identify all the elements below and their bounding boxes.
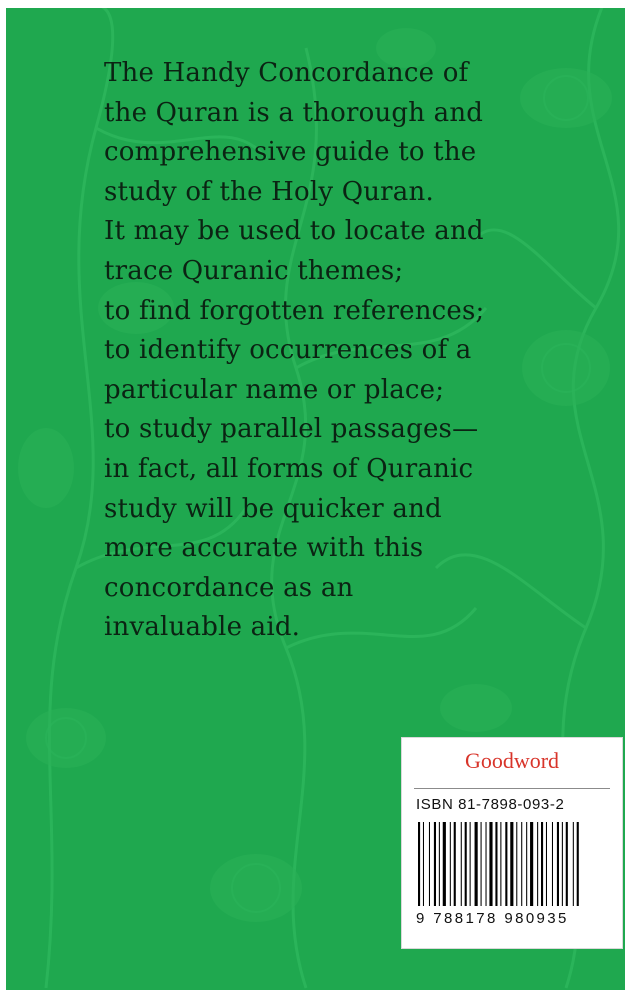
barcode-bar [450,822,451,906]
barcode-bar [461,822,462,906]
blurb-line: trace Quranic themes; [104,255,404,286]
barcode-bar [470,822,471,906]
isbn-barcode-label [401,737,623,949]
blurb-line: study of the Holy Quran. [104,176,434,207]
barcode-bar [423,822,424,906]
barcode-bar [486,822,487,906]
barcode-bar [454,822,456,906]
blurb-line: It may be used to locate and [104,216,484,247]
barcode-bar [495,822,497,906]
blurb-line: particular name or place; [104,374,445,405]
blurb-line: The Handy Concordance of [104,58,469,88]
barcode-bar [481,822,482,906]
barcode-bar [552,822,553,906]
barcode-bar [546,822,547,906]
blurb-line: in fact, all forms of Quranic [104,453,474,484]
barcode-bar [557,822,559,906]
barcode-bar [429,822,430,906]
book-back-cover [6,8,625,990]
blurb-line: the Quran is a thorough and [104,97,484,128]
barcode-bar [475,822,478,906]
publisher-name: Goodword [464,748,560,773]
blurb-line: study will be quicker and [104,493,442,524]
barcode-bar [443,822,446,906]
blurb-line: to study parallel passages— [104,414,479,445]
label-divider [414,788,610,789]
blurb-line: more accurate with this [104,533,424,564]
barcode-bar [516,822,517,906]
barcode-image [418,822,608,906]
barcode-bar [573,822,574,906]
blurb-text [104,54,524,648]
barcode-bar [500,822,501,906]
barcode-bar [537,822,538,906]
isbn-number: ISBN 81-7898-093-2 [416,796,565,813]
blurb-line: to find forgotten references; [104,295,485,326]
barcode-bar [465,822,467,906]
barcode-bar [418,822,420,906]
barcode-bar [566,822,568,906]
barcode-bar [489,822,492,906]
barcode-bar [577,822,579,906]
blurb-line: concordance as an [104,572,354,603]
barcode-bar [510,822,513,906]
barcode-bar [526,822,527,906]
ean-number: 9 788178 980935 [416,910,569,927]
barcode-bar [541,822,543,906]
barcode-bar [439,822,440,906]
barcode-bar [562,822,563,906]
barcode-bar [505,822,507,906]
barcode-bar [521,822,522,906]
blurb-line: to identify occurrences of a [104,335,472,366]
blurb-line: invaluable aid. [104,612,301,643]
barcode-bar [434,822,436,906]
barcode-bar [530,822,533,906]
blurb-line: comprehensive guide to the [104,137,477,168]
